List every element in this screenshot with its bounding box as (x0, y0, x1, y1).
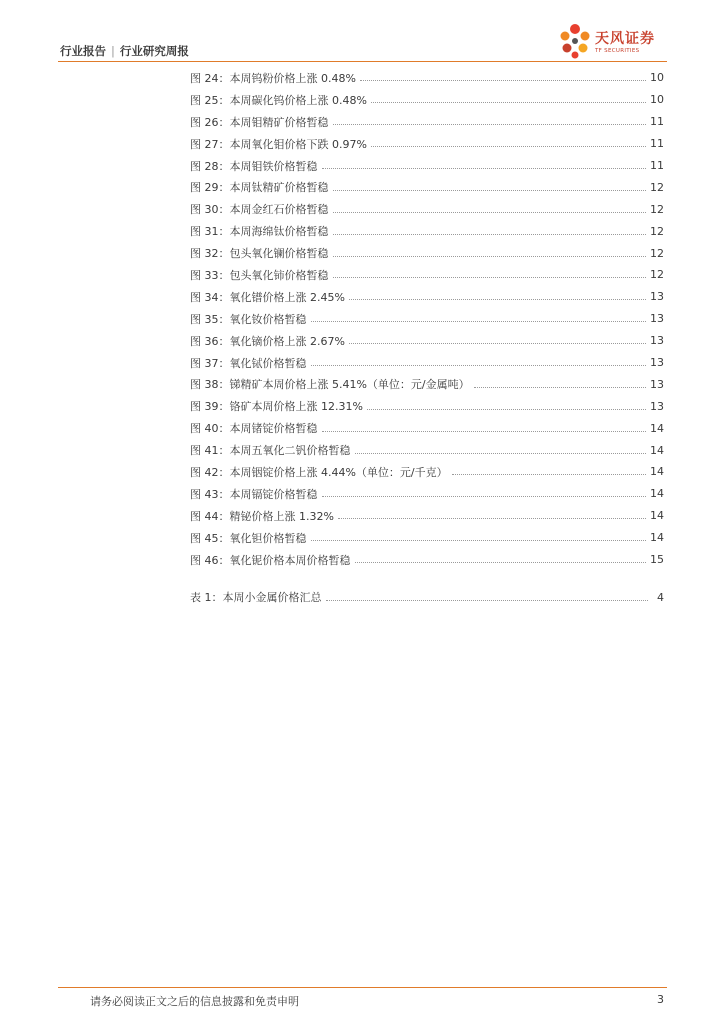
header-category: 行业报告 (60, 44, 106, 58)
toc-entry-label: 图 37：氧化铽价格暂稳 (190, 356, 307, 370)
toc-entry-label: 图 25：本周碳化钨价格上涨 0.48% (190, 93, 367, 107)
toc-dot-leader (360, 80, 646, 81)
toc-entry-label: 图 38：锑精矿本周价格上涨 5.41%（单位：元/金属吨） (190, 378, 470, 392)
table-of-contents (190, 67, 664, 608)
toc-entry-page: 15 (650, 553, 664, 567)
toc-entry-page: 11 (650, 137, 664, 151)
toc-entry-label: 图 42：本周铟锭价格上涨 4.44%（单位：元/千克） (190, 465, 448, 479)
toc-entry[interactable] (190, 286, 664, 308)
toc-entry-label: 图 44：精铋价格上涨 1.32% (190, 509, 334, 523)
toc-entry-label: 图 24：本周钨粉价格上涨 0.48% (190, 71, 356, 85)
toc-entry[interactable] (190, 133, 664, 155)
page-header (58, 20, 667, 62)
toc-entry[interactable] (190, 395, 664, 417)
toc-entry-page: 11 (650, 159, 664, 172)
toc-entry[interactable] (190, 308, 664, 330)
toc-entry-label: 图 35：氧化钕价格暂稳 (190, 312, 307, 326)
toc-entry[interactable] (190, 220, 664, 242)
toc-entry-label: 表 1：本周小金属价格汇总 (190, 591, 322, 605)
toc-entry-label: 图 32：包头氧化镧价格暂稳 (190, 247, 329, 261)
toc-entry-page: 13 (650, 356, 664, 370)
list-gap (190, 570, 664, 586)
toc-entry[interactable] (190, 352, 664, 374)
toc-entry-page: 10 (650, 71, 664, 85)
toc-entry[interactable] (190, 439, 664, 461)
toc-dot-leader (474, 387, 646, 388)
toc-entry-label: 图 34：氧化镨价格上涨 2.45% (190, 290, 345, 304)
toc-dot-leader (333, 124, 647, 125)
toc-entry-label: 图 29：本周钛精矿价格暂稳 (190, 181, 329, 195)
toc-entry[interactable] (190, 111, 664, 133)
toc-entry[interactable] (190, 89, 664, 111)
toc-entry-page: 12 (650, 224, 664, 238)
toc-entry-page: 14 (650, 509, 664, 523)
toc-entry-page: 14 (650, 421, 664, 435)
toc-entry-label: 图 27：本周氧化钼价格下跌 0.97% (190, 137, 367, 151)
toc-entry-page: 10 (650, 93, 664, 107)
toc-entry[interactable] (190, 461, 664, 483)
toc-dot-leader (371, 102, 646, 103)
table-index-list (190, 586, 664, 608)
logo-subtitle: TF SECURITIES (595, 48, 640, 54)
toc-entry[interactable] (190, 176, 664, 198)
toc-entry[interactable] (190, 198, 664, 220)
toc-entry-label: 图 39：铬矿本周价格上涨 12.31% (190, 400, 363, 414)
toc-dot-leader (452, 474, 646, 475)
toc-entry-label: 图 43：本周镉锭价格暂稳 (190, 487, 318, 501)
toc-entry[interactable] (190, 505, 664, 527)
toc-dot-leader (311, 321, 647, 322)
toc-entry-page: 11 (650, 115, 664, 129)
toc-dot-leader (333, 212, 647, 213)
toc-entry[interactable] (190, 417, 664, 439)
toc-entry-page: 14 (650, 465, 664, 479)
toc-entry-label: 图 31：本周海绵钛价格暂稳 (190, 225, 329, 239)
toc-entry-label: 图 46：氧化铌价格本周价格暂稳 (190, 553, 351, 567)
toc-entry-page: 13 (650, 312, 664, 326)
toc-entry-page: 13 (650, 290, 664, 304)
toc-dot-leader (326, 600, 649, 601)
figure-index-list (190, 67, 664, 570)
header-subcategory: 行业研究周报 (119, 44, 189, 58)
toc-entry[interactable] (190, 67, 664, 89)
toc-entry-label: 图 33：包头氧化铈价格暂稳 (190, 268, 329, 282)
toc-entry-label: 图 36：氧化镝价格上涨 2.67% (190, 334, 345, 348)
toc-entry-page: 14 (650, 487, 664, 501)
toc-entry[interactable] (190, 373, 664, 395)
toc-dot-leader (371, 146, 646, 147)
toc-entry[interactable] (190, 242, 664, 264)
toc-entry-label: 图 45：氧化钽价格暂稳 (190, 531, 307, 545)
toc-entry-page: 13 (650, 399, 664, 413)
logo-wordmark: 天风证券 (595, 31, 655, 47)
toc-entry-label: 图 41：本周五氧化二钒价格暂稳 (190, 444, 351, 458)
footer-divider (58, 987, 667, 988)
toc-entry-page: 12 (650, 246, 664, 260)
toc-dot-leader (322, 431, 647, 432)
toc-dot-leader (333, 234, 647, 235)
flower-logo-icon (557, 22, 593, 60)
toc-dot-leader (333, 256, 647, 257)
toc-dot-leader (333, 190, 647, 191)
toc-dot-leader (322, 496, 647, 497)
toc-dot-leader (367, 409, 646, 410)
toc-entry-page: 13 (650, 377, 664, 391)
toc-dot-leader (338, 518, 646, 519)
toc-entry-page: 4 (657, 590, 664, 604)
toc-dot-leader (322, 168, 647, 169)
toc-entry-page: 12 (650, 268, 664, 282)
toc-entry-label: 图 40：本周锗锭价格暂稳 (190, 422, 318, 436)
toc-entry-page: 14 (650, 531, 664, 545)
toc-entry[interactable] (190, 549, 664, 571)
toc-dot-leader (311, 540, 647, 541)
toc-dot-leader (349, 299, 646, 300)
toc-entry[interactable] (190, 330, 664, 352)
toc-entry[interactable] (190, 586, 664, 608)
toc-entry[interactable] (190, 155, 664, 177)
toc-dot-leader (311, 365, 647, 366)
toc-entry[interactable] (190, 527, 664, 549)
footer-disclaimer: 请务必阅读正文之后的信息披露和免责申明 (90, 995, 299, 1008)
toc-dot-leader (355, 562, 647, 563)
toc-dot-leader (333, 277, 647, 278)
toc-entry-label: 图 26：本周钼精矿价格暂稳 (190, 115, 329, 129)
toc-entry-page: 12 (650, 202, 664, 216)
toc-entry-label: 图 28：本周钼铁价格暂稳 (190, 159, 318, 173)
toc-entry-page: 14 (650, 443, 664, 457)
toc-entry[interactable] (190, 483, 664, 505)
toc-dot-leader (349, 343, 646, 344)
header-separator: | (111, 44, 115, 58)
toc-dot-leader (355, 453, 647, 454)
company-logo (557, 22, 661, 60)
page-number: 3 (657, 993, 664, 1006)
header-breadcrumb (60, 43, 189, 59)
toc-entry[interactable] (190, 264, 664, 286)
toc-entry-label: 图 30：本周金红石价格暂稳 (190, 203, 329, 217)
header-divider (58, 61, 667, 62)
toc-entry-page: 12 (650, 180, 664, 194)
toc-entry-page: 13 (650, 334, 664, 348)
